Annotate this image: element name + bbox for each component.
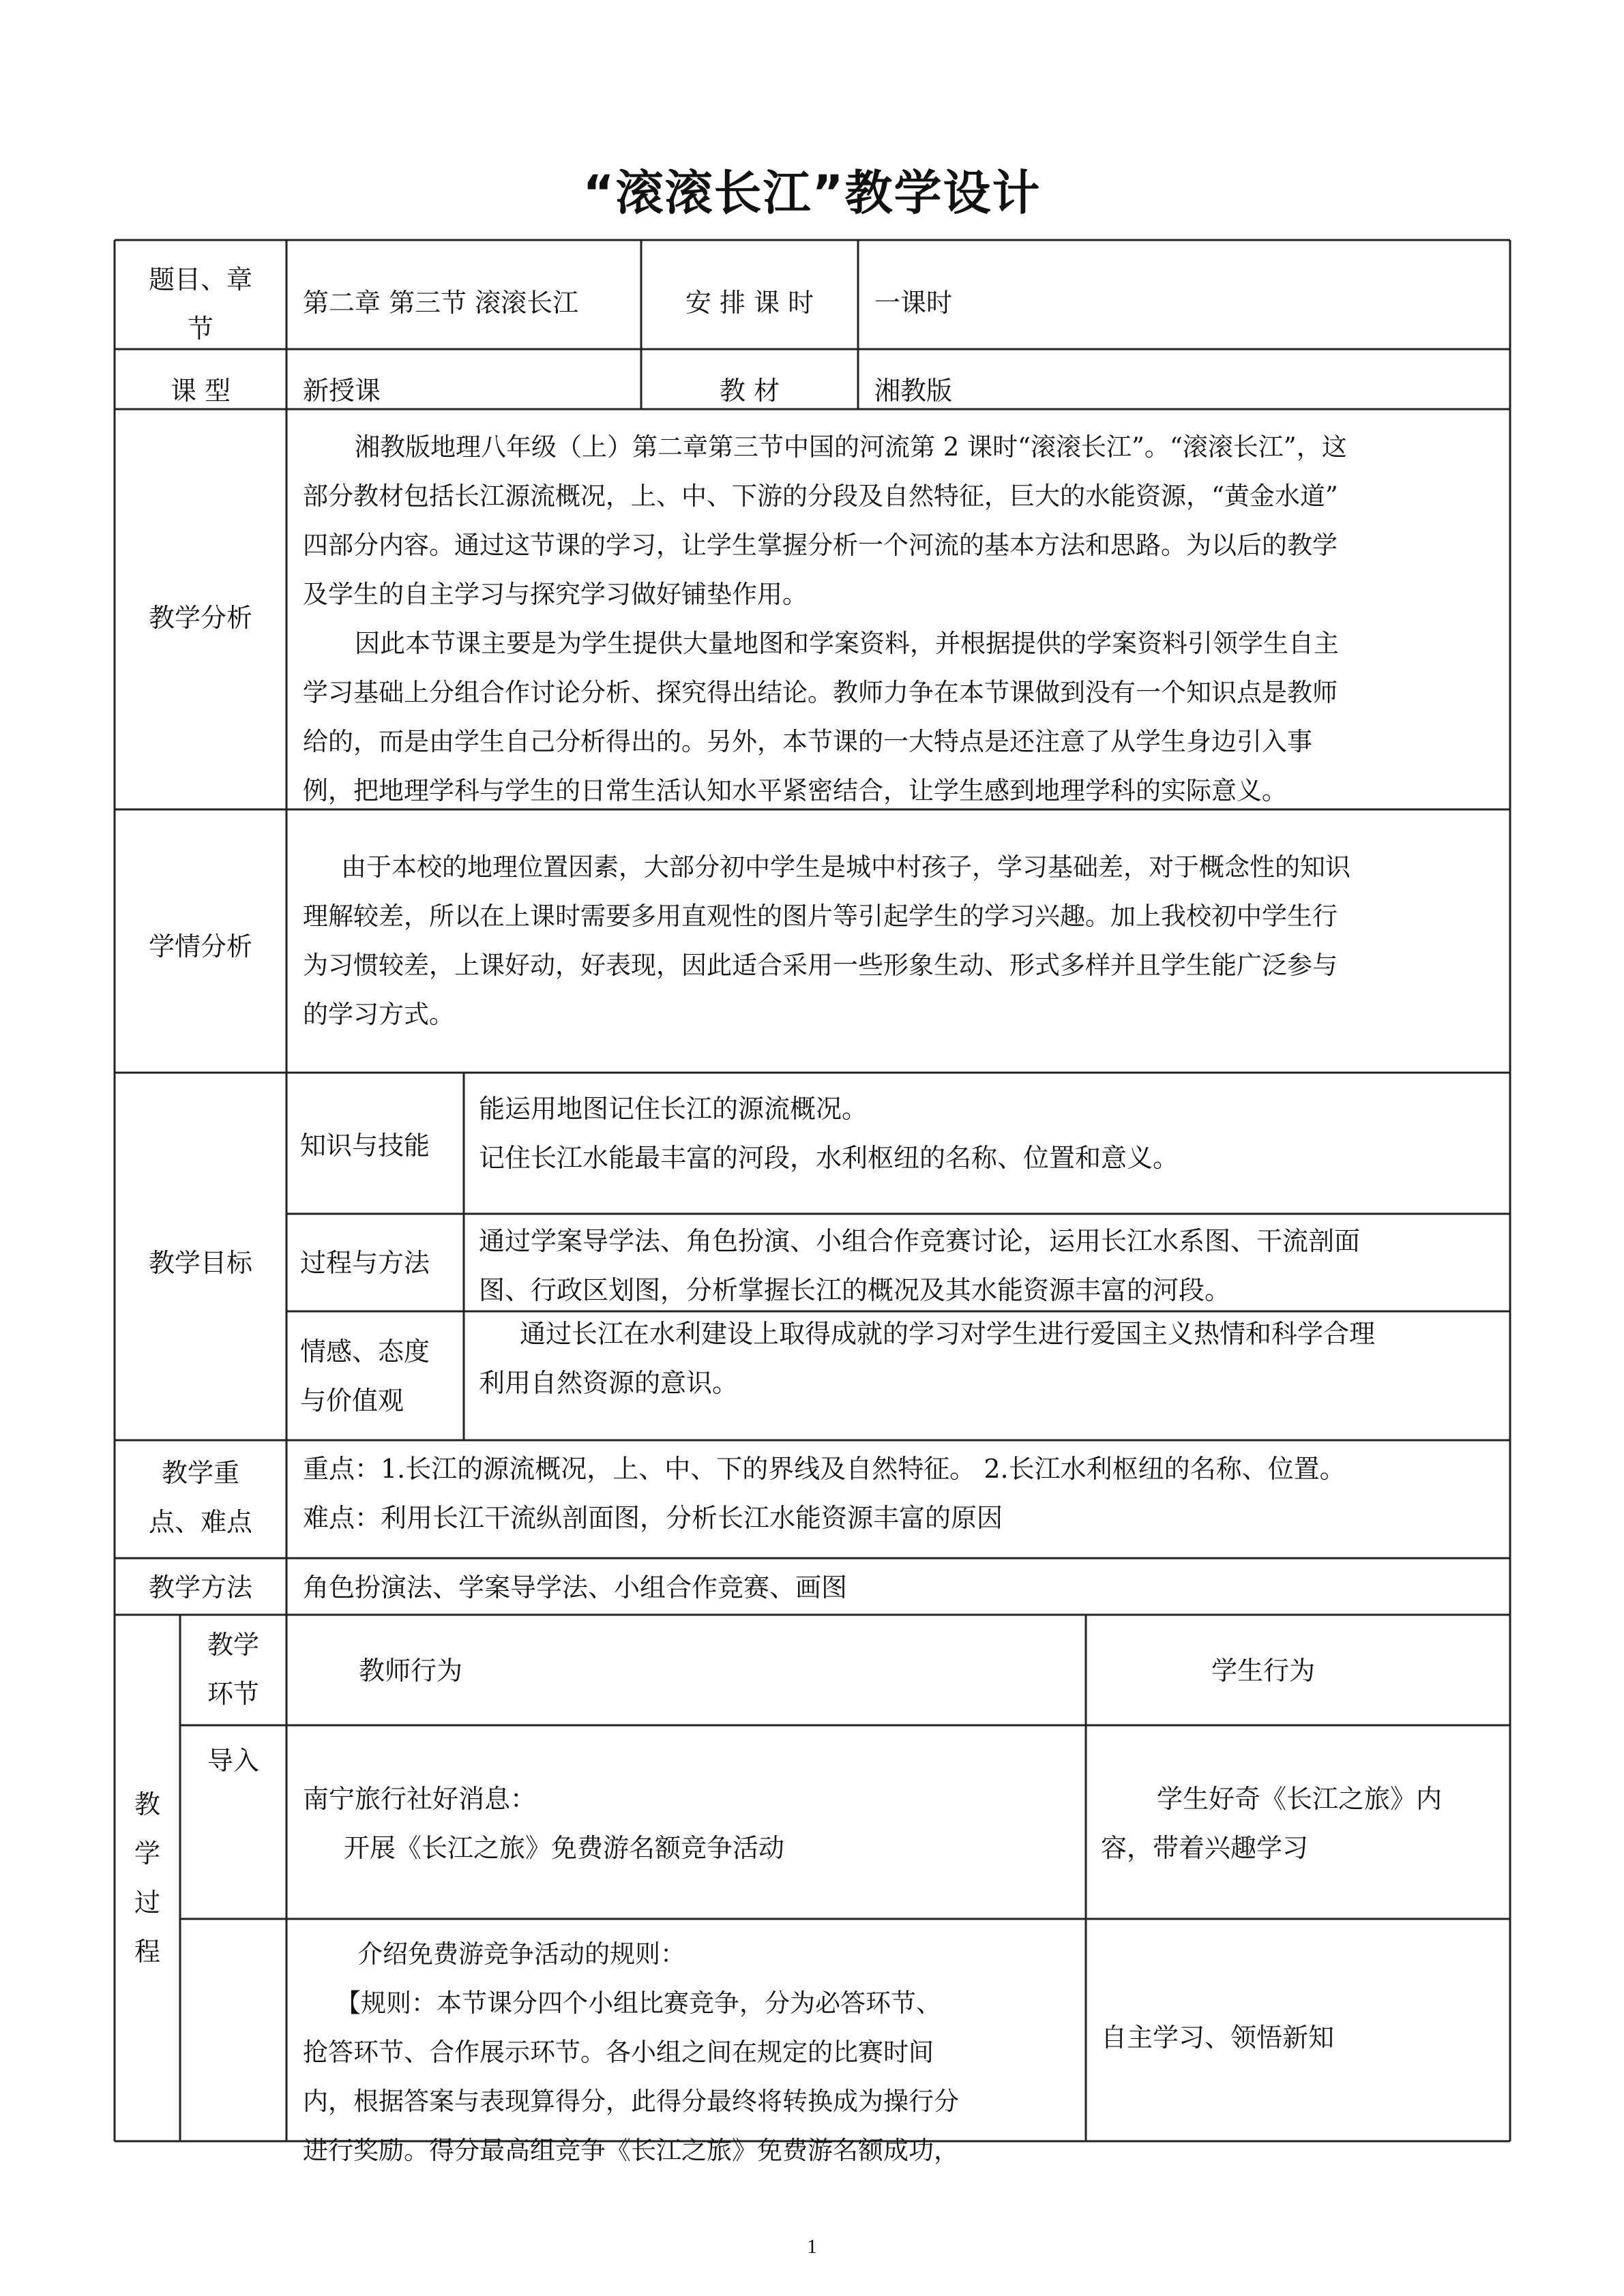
process-text: [479, 1217, 1360, 1315]
type-value: 新授课: [303, 376, 381, 406]
stage-header-line: 环节: [207, 1679, 259, 1709]
process-side-label: [115, 1780, 180, 1976]
chapter-label-text: 题目、章节: [148, 265, 252, 344]
chapter-label-line: [146, 255, 255, 353]
difficulty-line: 难点：利用长江干流纵剖面图，分析长江水能资源丰富的原因: [303, 1503, 1003, 1533]
keypoints-label-line: 点、难点: [148, 1507, 252, 1537]
knowledge-line: 记住长江水能最丰富的河段，水利枢纽的名称、位置和意义。: [479, 1143, 1179, 1173]
type-label: 课 型: [170, 376, 231, 406]
document-title: “滚滚长江”教学设计: [582, 165, 1042, 221]
keypoints-label-line: 教学重: [161, 1458, 239, 1488]
analysis-line: 四部分内容。通过这节课的学习，让学生掌握分析一个河流的基本方法和思路。为以后的教学: [303, 531, 1338, 560]
analysis-text: [303, 423, 1347, 816]
analysis-line: 学习基础上分组合作讨论分析、探究得出结论。教师力争在本节课做到没有一个知识点是教师: [303, 678, 1338, 707]
rules-teacher-line: 内，根据答案与表现算得分，此得分最终将转换成为操行分: [303, 2087, 959, 2116]
learner-label: 学情分析: [148, 931, 252, 961]
knowledge-line: 能运用地图记住长江的源流概况。: [479, 1094, 868, 1124]
knowledge-text: [479, 1084, 1179, 1182]
learner-line: 由于本校的地理位置因素，大部分初中学生是城中村孩子，学习基础差，对于概念性的知识: [341, 852, 1350, 882]
intro-student-line: 学生好奇《长江之旅》内: [1157, 1784, 1443, 1814]
rules-student-text: 自主学习、领悟新知: [1101, 2023, 1335, 2053]
intro-stage: 导入: [207, 1746, 259, 1776]
emotion-line: 通过长江在水利建设上取得成就的学习对学生进行爱国主义热情和科学合理: [520, 1319, 1376, 1349]
focus-line: 重点：1.长江的源流概况，上、中、下的界线及自然特征。 2.长江水利枢纽的名称、位置。: [303, 1454, 1346, 1484]
analysis-line: 给的，而是由学生自己分析得出的。另外，本节课的一大特点是还注意了从学生身边引入事: [303, 727, 1312, 756]
process-side-char: 学: [134, 1838, 160, 1868]
learner-line: 为习惯较差，上课好动，好表现，因此适合采用一些形象生动、形式多样并且学生能广泛参与: [303, 951, 1338, 980]
methods-label: 教学方法: [148, 1572, 252, 1602]
rules-teacher-line: 【规则：本节课分四个小组比赛竞争，分为必答环节、: [336, 1988, 941, 2018]
learner-line: 的学习方式。: [303, 1000, 454, 1029]
emotion-text: [479, 1309, 1375, 1407]
learner-text: [303, 843, 1350, 1039]
teacher-header: 教师行为: [359, 1656, 463, 1686]
textbook-value: 湘教版: [874, 376, 953, 406]
analysis-label: 教学分析: [148, 603, 252, 633]
intro-teacher-line: 开展《长江之旅》免费游名额竞争活动: [344, 1833, 785, 1863]
analysis-line: 部分教材包括长江源流概况，上、中、下游的分段及自然特征，巨大的水能资源，“黄金水道”: [303, 481, 1338, 511]
textbook-label: 教 材: [719, 376, 780, 406]
analysis-line: 湘教版地理八年级（上）第二章第三节中国的河流第 2 课时“滚滚长江”。“滚滚长江”，这: [355, 432, 1347, 462]
hours-value: 一课时: [874, 288, 953, 318]
knowledge-label: 知识与技能: [300, 1131, 430, 1161]
intro-student-line: 容，带着兴趣学习: [1101, 1833, 1309, 1863]
intro-teacher-line: 南宁旅行社好消息：: [303, 1784, 537, 1814]
hours-label: 安 排 课 时: [685, 288, 814, 318]
chapter-label: [117, 255, 284, 353]
student-header: 学生行为: [1211, 1656, 1316, 1686]
emotion-line: 利用自然资源的意识。: [479, 1368, 739, 1398]
rules-teacher-line: 进行奖励。得分最高组竞争《长江之旅》免费游名额成功，: [303, 2136, 959, 2165]
stage-header-line: 教学: [207, 1630, 259, 1660]
process-side-char: 过: [134, 1888, 160, 1918]
rules-teacher-text: [303, 1930, 959, 2175]
intro-teacher-text: [303, 1774, 784, 1873]
intro-student-text: [1101, 1774, 1442, 1873]
keypoints-label: [115, 1448, 286, 1547]
process-side-char: 教: [134, 1789, 160, 1819]
analysis-line: 及学生的自主学习与探究学习做好铺垫作用。: [303, 580, 808, 609]
learner-line: 理解较差，所以在上课时需要多用直观性的图片等引起学生的学习兴趣。加上我校初中学生行: [303, 901, 1338, 931]
rules-teacher-line: 介绍免费游竞争活动的规则：: [357, 1939, 685, 1969]
page-number: 1: [807, 2235, 817, 2258]
keypoints-text: [303, 1444, 1346, 1542]
analysis-line: 例，把地理学科与学生的日常生活认知水平紧密结合，让学生感到地理学科的实际意义。: [303, 776, 1287, 805]
emotion-label-line: 情感、态度: [300, 1337, 430, 1367]
methods-value: 角色扮演法、学案导学法、小组合作竞赛、画图: [303, 1572, 848, 1602]
stage-header: [180, 1620, 286, 1718]
emotion-label-line: 与价值观: [300, 1386, 404, 1416]
emotion-label: [300, 1327, 430, 1425]
process-side-char: 程: [134, 1937, 160, 1967]
process-line: 图、行政区划图，分析掌握长江的概况及其水能资源丰富的河段。: [479, 1275, 1231, 1305]
process-label: 过程与方法: [300, 1248, 430, 1278]
analysis-line: 因此本节课主要是为学生提供大量地图和学案资料，并根据提供的学案资料引领学生自主: [355, 629, 1339, 658]
objectives-label: 教学目标: [148, 1248, 252, 1278]
rules-teacher-line: 抢答环节、合作展示环节。各小组之间在规定的比赛时间: [303, 2038, 934, 2067]
chapter-value: 第二章 第三节 滚滚长江: [303, 288, 579, 318]
process-line: 通过学案导学法、角色扮演、小组合作竞赛讨论，运用长江水系图、干流剖面: [479, 1226, 1361, 1256]
